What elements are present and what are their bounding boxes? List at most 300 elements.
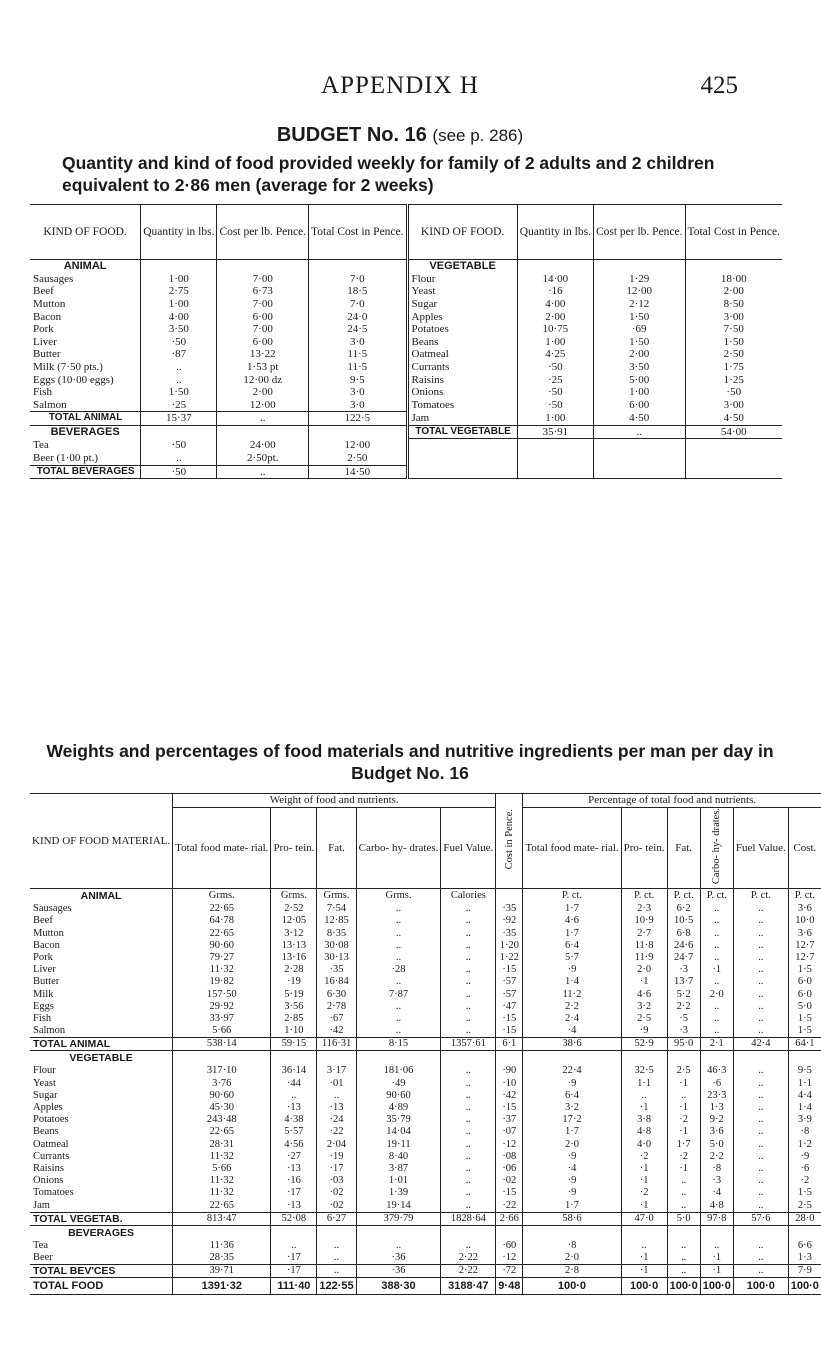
units-row — [30, 889, 821, 904]
value-cell: .. — [700, 915, 733, 927]
value-cell: .. — [733, 1252, 788, 1265]
value-cell: .. — [733, 1013, 788, 1025]
col-protein: Pro- tein. — [271, 808, 317, 889]
food-name: Pork — [30, 952, 173, 964]
value-cell: 79·27 — [173, 952, 271, 964]
value-cell: .. — [733, 964, 788, 976]
empty-cell — [317, 1225, 356, 1240]
food-name: Beans — [407, 336, 517, 349]
value-cell: 7·54 — [317, 903, 356, 915]
value-cell: 1391·32 — [173, 1278, 271, 1295]
value-cell: ·1 — [700, 1265, 733, 1278]
value-cell: 13·16 — [271, 952, 317, 964]
group-percent: Percentage of total food and nutrients. — [523, 794, 821, 808]
qty-cell: ·50 — [141, 465, 217, 479]
table-row — [30, 1163, 821, 1175]
value-cell: ·24 — [317, 1114, 356, 1126]
table-row — [30, 1114, 821, 1126]
value-cell: 4·4 — [797, 1089, 812, 1101]
value-cell: ·1 — [667, 1078, 700, 1090]
value-cell: 181·06 — [356, 1065, 441, 1077]
value-cell: 6·0 — [797, 976, 812, 988]
value-cell: 28·31 — [173, 1138, 271, 1150]
value-cell: 1·7 — [667, 1138, 700, 1150]
value-cell: 90·60 — [356, 1090, 441, 1102]
total-cell: 7·50 — [723, 323, 744, 336]
total-cell: 9·5 — [309, 373, 407, 386]
qty-cell: .. — [141, 452, 217, 465]
cost-cell: 1·50 — [593, 336, 685, 349]
value-cell: 111·40 — [271, 1278, 317, 1295]
empty-cell — [407, 465, 517, 479]
value-cell: 3·6 — [797, 927, 812, 939]
value-cell: ·2 — [621, 1151, 667, 1163]
qty-cell: 1·00 — [141, 273, 217, 286]
table-row — [30, 373, 782, 386]
value-cell: 2·0 — [523, 1138, 621, 1150]
page-header — [0, 72, 800, 102]
unit-label: P. ct. — [700, 889, 733, 904]
value-cell: .. — [667, 1240, 700, 1252]
col-qty-right: Quantity in lbs. — [517, 205, 593, 260]
value-cell: .. — [441, 1138, 496, 1150]
food-name: Sugar — [407, 298, 517, 311]
value-cell: 52·08 — [271, 1212, 317, 1225]
value-cell: 64·1 — [788, 1038, 821, 1051]
section-row — [30, 1225, 821, 1240]
value-cell: 5·66 — [173, 1025, 271, 1038]
value-cell: ·92 — [496, 915, 523, 927]
value-cell: 4·89 — [356, 1102, 441, 1114]
value-cell: 33·97 — [173, 1013, 271, 1025]
total-cell: 24·0 — [309, 310, 407, 323]
unit-label — [496, 889, 523, 904]
food-name: Sugar — [30, 1090, 173, 1102]
total-cell: 11·5 — [309, 361, 407, 374]
value-cell: .. — [441, 1102, 496, 1114]
value-cell: ·17 — [271, 1187, 317, 1199]
empty-cell — [496, 1051, 523, 1066]
cost-cell: 7·00 — [217, 323, 309, 336]
food-name: Liver — [30, 964, 173, 976]
empty-cell — [621, 1225, 667, 1240]
value-cell: .. — [441, 1240, 496, 1252]
value-cell: ·2 — [621, 1187, 667, 1199]
value-cell: 100·0 — [788, 1278, 821, 1295]
food-name: Apples — [407, 310, 517, 323]
table-row — [30, 298, 782, 311]
total-cell: 7·0 — [309, 298, 407, 311]
value-cell: .. — [441, 1187, 496, 1199]
value-cell: ·8 — [523, 1240, 621, 1252]
col-pct-protein: Pro- tein. — [621, 808, 667, 889]
value-cell: 2·7 — [621, 927, 667, 939]
value-cell: .. — [733, 1138, 788, 1150]
value-cell: 1·1 — [621, 1078, 667, 1090]
empty-cell — [217, 260, 309, 273]
value-cell: 1·7 — [523, 1126, 621, 1138]
qty-cell: 1·00 — [517, 412, 593, 426]
value-cell: 8·15 — [356, 1038, 441, 1051]
food-name: Beer (1·00 pt.) — [30, 452, 141, 465]
value-cell: ·13 — [271, 1199, 317, 1212]
value-cell: ·6 — [700, 1078, 733, 1090]
empty-cell — [685, 465, 782, 479]
value-cell: ·3 — [667, 964, 700, 976]
section-label: BEVERAGES — [30, 1225, 173, 1240]
value-cell: 59·15 — [271, 1038, 317, 1051]
value-cell: .. — [733, 915, 788, 927]
value-cell: ·1 — [621, 1265, 667, 1278]
value-cell: 12·7 — [795, 939, 815, 951]
cost-cell: 24·00 — [217, 439, 309, 452]
value-cell: 4·0 — [621, 1138, 667, 1150]
value-cell: ·1 — [621, 1175, 667, 1187]
value-cell: ·4 — [523, 1025, 621, 1038]
empty-cell — [733, 1051, 788, 1066]
value-cell: .. — [441, 1078, 496, 1090]
value-cell: .. — [441, 964, 496, 976]
value-cell: ·2 — [667, 1114, 700, 1126]
table-row — [30, 1001, 821, 1013]
value-cell: 6·6 — [797, 1239, 812, 1251]
value-cell: .. — [733, 1175, 788, 1187]
value-cell: 100·0 — [621, 1278, 667, 1295]
value-cell: 16·84 — [317, 976, 356, 988]
value-cell: ·02 — [496, 1175, 523, 1187]
value-cell: ·4 — [523, 1163, 621, 1175]
value-cell: .. — [317, 1265, 356, 1278]
food-name: Sausages — [30, 903, 173, 915]
unit-label: P. ct. — [667, 889, 700, 904]
value-cell: 3·17 — [317, 1065, 356, 1077]
qty-cell: 15·37 — [141, 412, 217, 426]
value-cell: 11·36 — [173, 1240, 271, 1252]
value-cell: 2·5 — [797, 1199, 812, 1211]
value-cell: 11·32 — [173, 1175, 271, 1187]
cost-cell: ·69 — [593, 323, 685, 336]
value-cell: 22·65 — [173, 927, 271, 939]
empty-cell — [441, 1051, 496, 1066]
value-cell: ·10 — [496, 1078, 523, 1090]
food-name: Eggs — [30, 1001, 173, 1013]
value-cell: ·2 — [800, 1175, 810, 1187]
value-cell: ·1 — [700, 964, 733, 976]
empty-cell — [517, 452, 593, 465]
total-cell: 11·5 — [309, 348, 407, 361]
unit-label: Grms. — [173, 889, 271, 904]
value-cell: 6·4 — [523, 940, 621, 952]
total-cell: 18·5 — [309, 285, 407, 298]
value-cell: ·12 — [496, 1252, 523, 1265]
unit-label: Grms. — [356, 889, 441, 904]
value-cell: .. — [733, 903, 788, 915]
value-cell: .. — [700, 1013, 733, 1025]
empty-cell — [517, 439, 593, 452]
empty-cell — [271, 1225, 317, 1240]
value-cell: 57·6 — [733, 1212, 788, 1225]
empty-cell — [309, 425, 407, 439]
value-cell: 6·0 — [797, 988, 812, 1000]
value-cell: 1·10 — [271, 1025, 317, 1038]
value-cell: 11·32 — [173, 1187, 271, 1199]
food-name: Currants — [30, 1151, 173, 1163]
empty-cell — [667, 1225, 700, 1240]
subtitle-2: Weights and percentages of food materials and nutritive ingredients per man per day in Budget No. 16 — [46, 741, 774, 783]
value-cell: 3·56 — [271, 1001, 317, 1013]
budget-title-main: BUDGET No. 16 — [276, 124, 427, 146]
value-cell: 2·28 — [271, 964, 317, 976]
value-cell: ·1 — [621, 1163, 667, 1175]
value-cell: 30·13 — [317, 952, 356, 964]
col-pct-carbo: Carbo- hy- drates. — [700, 808, 733, 889]
value-cell: 6·8 — [667, 927, 700, 939]
table-row — [30, 310, 782, 323]
qty-cell: 4·00 — [517, 298, 593, 311]
value-cell: .. — [733, 927, 788, 939]
empty-cell — [517, 260, 593, 273]
value-cell: .. — [667, 1187, 700, 1199]
food-name: Tea — [30, 439, 141, 452]
value-cell: 12·05 — [271, 915, 317, 927]
total-label: TOTAL BEV'CES — [30, 1265, 173, 1278]
cost-cell: 4·50 — [593, 412, 685, 426]
value-cell: 46·3 — [700, 1065, 733, 1077]
total-cell: 122·5 — [309, 412, 407, 426]
value-cell: .. — [733, 1001, 788, 1013]
food-name: Butter — [30, 348, 141, 361]
total-label: TOTAL VEGETAB. — [30, 1212, 173, 1225]
col-cost-left: Cost per lb. Pence. — [217, 205, 309, 260]
food-name: Beef — [30, 285, 141, 298]
value-cell: 538·14 — [173, 1038, 271, 1051]
table-row — [30, 1199, 821, 1212]
value-cell: 22·65 — [173, 1199, 271, 1212]
value-cell: 24·7 — [667, 952, 700, 964]
col-qty-left: Quantity in lbs. — [141, 205, 217, 260]
empty-cell — [523, 1225, 621, 1240]
value-cell: 813·47 — [173, 1212, 271, 1225]
value-cell: 3·6 — [700, 1126, 733, 1138]
value-cell: .. — [441, 1163, 496, 1175]
empty-cell — [517, 465, 593, 479]
total-cell: 24·5 — [309, 323, 407, 336]
food-name: Salmon — [30, 1025, 173, 1038]
table-row — [30, 425, 782, 439]
value-cell: 6·2 — [667, 903, 700, 915]
empty-cell — [700, 1225, 733, 1240]
value-cell: ·35 — [496, 927, 523, 939]
grand-total-row — [30, 1278, 821, 1295]
food-name: Eggs (10·00 eggs) — [30, 373, 141, 386]
section-label: VEGETABLE — [30, 1051, 173, 1066]
qty-cell: 4·25 — [517, 348, 593, 361]
food-name: Fish — [30, 1013, 173, 1025]
value-cell: 1·22 — [496, 952, 523, 964]
empty-cell — [441, 1225, 496, 1240]
section-label: ANIMAL — [30, 889, 173, 904]
value-cell: ·60 — [496, 1240, 523, 1252]
empty-cell — [700, 1051, 733, 1066]
value-cell: 1·4 — [523, 976, 621, 988]
value-cell: .. — [733, 1265, 788, 1278]
qty-cell: 2·75 — [141, 285, 217, 298]
col-kind-right: KIND OF FOOD. — [407, 205, 517, 260]
col-kind: KIND OF FOOD MATERIAL. — [30, 794, 173, 889]
value-cell: 1·01 — [356, 1175, 441, 1187]
table-row — [30, 452, 782, 465]
empty-cell — [317, 1051, 356, 1066]
value-cell: .. — [441, 1175, 496, 1187]
value-cell: .. — [441, 1065, 496, 1077]
value-cell: ·2 — [667, 1151, 700, 1163]
value-cell: ·36 — [356, 1252, 441, 1265]
table-row — [30, 260, 782, 273]
value-cell: .. — [621, 1240, 667, 1252]
col-pct-total: Total food mate- rial. — [523, 808, 621, 889]
value-cell: .. — [271, 1240, 317, 1252]
value-cell: .. — [700, 1025, 733, 1038]
value-cell: ·13 — [271, 1163, 317, 1175]
value-cell: .. — [733, 976, 788, 988]
value-cell: 1·39 — [356, 1187, 441, 1199]
cost-cell: .. — [217, 465, 309, 479]
value-cell: 4·6 — [621, 988, 667, 1000]
table-row — [30, 323, 782, 336]
value-cell: 28·35 — [173, 1252, 271, 1265]
total-cell: 1·25 — [723, 373, 744, 386]
value-cell: ·03 — [317, 1175, 356, 1187]
empty-cell — [788, 1051, 821, 1066]
table-row — [30, 1126, 821, 1138]
value-cell: 11·2 — [523, 988, 621, 1000]
value-cell: 2·66 — [496, 1212, 523, 1225]
value-cell: .. — [356, 927, 441, 939]
food-name: Potatoes — [407, 323, 517, 336]
value-cell: 2·3 — [621, 903, 667, 915]
total-cell: 3·00 — [723, 399, 744, 412]
total-label: TOTAL BEVERAGES — [30, 465, 141, 479]
value-cell: ·5 — [667, 1013, 700, 1025]
total-cell: 14·50 — [309, 465, 407, 479]
value-cell: 388·30 — [356, 1278, 441, 1295]
value-cell: 1·2 — [797, 1138, 812, 1150]
value-cell: ·1 — [621, 976, 667, 988]
section-row — [30, 1051, 821, 1066]
value-cell: ·49 — [356, 1078, 441, 1090]
total-label: TOTAL ANIMAL — [30, 1038, 173, 1051]
value-cell: 122·55 — [317, 1278, 356, 1295]
empty-cell — [523, 1051, 621, 1066]
value-cell: .. — [733, 1163, 788, 1175]
food-name: Beans — [30, 1126, 173, 1138]
value-cell: 243·48 — [173, 1114, 271, 1126]
value-cell: 100·0 — [700, 1278, 733, 1295]
cost-cell: 2·00 — [593, 348, 685, 361]
value-cell: 5·0 — [797, 1000, 812, 1012]
category-label: VEGETABLE — [407, 260, 517, 273]
cost-cell: 5·00 — [593, 373, 685, 386]
value-cell: .. — [356, 1013, 441, 1025]
value-cell: 13·7 — [667, 976, 700, 988]
food-quantity-table — [30, 204, 782, 479]
value-cell: ·3 — [667, 1025, 700, 1038]
value-cell: 1·7 — [523, 1199, 621, 1212]
value-cell: 116·31 — [317, 1038, 356, 1051]
value-cell: 157·50 — [173, 988, 271, 1000]
table-row — [30, 976, 821, 988]
empty-cell — [593, 465, 685, 479]
unit-label: P. ct. — [733, 889, 788, 904]
value-cell: 10·0 — [795, 915, 815, 927]
value-cell: 13·13 — [271, 940, 317, 952]
value-cell: 2·22 — [441, 1265, 496, 1278]
value-cell: 4·38 — [271, 1114, 317, 1126]
value-cell: 1·1 — [797, 1077, 812, 1089]
value-cell: 5·0 — [700, 1138, 733, 1150]
col-pct-cost: Cost. — [788, 808, 821, 889]
value-cell: 47·0 — [621, 1212, 667, 1225]
value-cell: ·08 — [496, 1151, 523, 1163]
subtitle: Quantity and kind of food provided weekly for family of 2 adults and 2 children equivalent to 2·86 men (average for 2 weeks) — [62, 153, 715, 195]
cost-cell: 2·00 — [217, 386, 309, 399]
empty-cell — [667, 1051, 700, 1066]
value-cell: 11·32 — [173, 964, 271, 976]
empty-cell — [685, 260, 782, 273]
value-cell: ·06 — [496, 1163, 523, 1175]
empty-cell — [685, 452, 782, 465]
value-cell: ·3 — [700, 1175, 733, 1187]
food-name: Mutton — [30, 927, 173, 939]
empty-cell — [356, 1051, 441, 1066]
col-total-right: Total Cost in Pence. — [685, 205, 782, 260]
value-cell: ·42 — [317, 1025, 356, 1038]
food-name: Flour — [30, 1065, 173, 1077]
value-cell: 1·5 — [797, 1012, 812, 1024]
col-cost-right: Cost per lb. Pence. — [593, 205, 685, 260]
value-cell: .. — [667, 1252, 700, 1265]
value-cell: 2·78 — [317, 1001, 356, 1013]
value-cell: 2·04 — [317, 1138, 356, 1150]
cost-cell: .. — [217, 412, 309, 426]
table-row — [30, 348, 782, 361]
total-cell: 1·75 — [723, 361, 744, 374]
value-cell: 10·9 — [621, 915, 667, 927]
value-cell: 5·57 — [271, 1126, 317, 1138]
value-cell: ·9 — [523, 1078, 621, 1090]
value-cell: ·9 — [523, 1187, 621, 1199]
value-cell: ·42 — [496, 1090, 523, 1102]
qty-cell: 2·00 — [517, 310, 593, 323]
value-cell: ·22 — [317, 1126, 356, 1138]
value-cell: 2·85 — [271, 1013, 317, 1025]
empty-cell — [685, 439, 782, 452]
value-cell: 35·79 — [356, 1114, 441, 1126]
total-cell: 3·0 — [309, 336, 407, 349]
unit-label: Calories — [441, 889, 496, 904]
value-cell: 9·5 — [797, 1065, 812, 1077]
value-cell: .. — [733, 940, 788, 952]
cost-cell: 1·29 — [593, 273, 685, 286]
value-cell: 14·04 — [356, 1126, 441, 1138]
value-cell: 2·4 — [523, 1013, 621, 1025]
table-row — [30, 988, 821, 1000]
value-cell: ·9 — [800, 1150, 810, 1162]
qty-cell: ·50 — [517, 386, 593, 399]
total-label: TOTAL VEGETABLE — [407, 425, 517, 439]
value-cell: ·13 — [271, 1102, 317, 1114]
value-cell: ·19 — [317, 1151, 356, 1163]
